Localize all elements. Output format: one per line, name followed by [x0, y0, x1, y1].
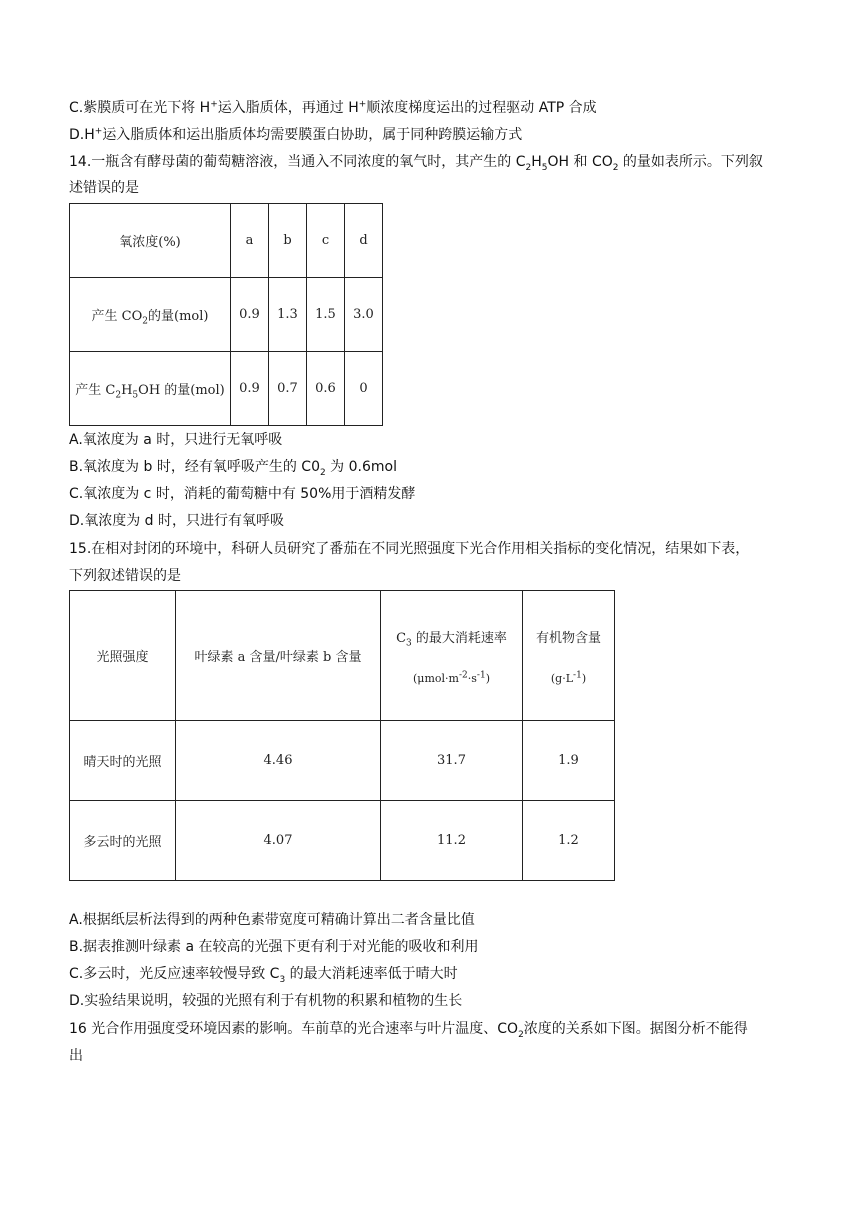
q14-stem-line2: 述错误的是: [69, 180, 139, 196]
q15-option-c: C.多云时，光反应速率较慢导致 $C_3$ 的最大消耗速率低于晴大时: [69, 966, 458, 985]
q15-option-d: D.实验结果说明，较强的光照有利于有机物的积累和植物的生长: [69, 993, 463, 1009]
table-cell: 1.5: [307, 278, 345, 352]
table-row: [70, 278, 383, 352]
oxygen-table: [69, 203, 383, 426]
table-cell: 1.2: [523, 801, 615, 881]
table-row: [70, 801, 615, 881]
table-cell: 4.46: [176, 721, 381, 801]
header-chlorophyll-ratio: 叶绿素 a 含量/叶绿素 b 含量: [176, 591, 381, 721]
table-header-c: c: [307, 204, 345, 278]
table-cell: 0: [345, 352, 383, 426]
table-cell: 4.07: [176, 801, 381, 881]
table-header-a: a: [231, 204, 269, 278]
q13-option-c: C.紫膜质可在光下将 H+运入脂质体，再通过 H+顺浓度梯度运出的过程驱动 ATP 合成: [69, 99, 597, 116]
table-cell: 3.0: [345, 278, 383, 352]
q15-option-b: B.据表推测叶绿素 a 在较高的光强下更有利于对光能的吸收和利用: [69, 939, 479, 955]
q13-option-d: D.H+运入脂质体和运出脂质体均需要膜蛋白协助，属于同种跨膜运输方式: [69, 126, 523, 143]
header-organic: 有机物含量 $(g\cdot L^{-1})$: [523, 591, 615, 721]
q14-option-b: B.氧浓度为 b 时，经有氧呼吸产生的 $C0_2$ 为 0.6mol: [69, 459, 397, 478]
light-table: [69, 590, 615, 881]
q14-option-d: D.氧浓度为 d 时，只进行有氧呼吸: [69, 513, 285, 529]
q15-option-a: A.根据纸层析法得到的两种色素带宽度可精确计算出二者含量比值: [69, 912, 475, 928]
table-cell: 1.3: [269, 278, 307, 352]
q15-stem-line2: 下列叙述错误的是: [69, 568, 181, 584]
table-cell: 多云时的光照: [70, 801, 176, 881]
table-cell: 31.7: [381, 721, 523, 801]
table-cell: 0.9: [231, 278, 269, 352]
q15-stem: 15.在相对封闭的环境中，科研人员研究了番茄在不同光照强度下光合作用相关指标的变化情况，结果如下表，: [69, 541, 750, 557]
table-cell: 0.6: [307, 352, 345, 426]
q14-stem: 14.一瓶含有酵母菌的葡萄糖溶液，当通入不同浓度的氧气时，其产生的 $C_2H_5OH$ 和 $CO_2$ 的量如表所示。下列叙: [69, 154, 763, 173]
table-row: [70, 352, 383, 426]
row-label-co2: 产生 $CO_2$的量(mol): [70, 278, 231, 352]
table-header-d: d: [345, 204, 383, 278]
table-cell: 1.9: [523, 721, 615, 801]
q16-stem: 16 光合作用强度受环境因素的影响。车前草的光合速率与叶片温度、$CO_2$浓度的关系如下图。据图分析不能得: [69, 1021, 748, 1040]
q16-stem-line2: 出: [69, 1048, 83, 1064]
table-row: [70, 721, 615, 801]
table-cell: 0.9: [231, 352, 269, 426]
table-cell: 0.7: [269, 352, 307, 426]
table-cell: 晴天时的光照: [70, 721, 176, 801]
q14-option-c: C.氧浓度为 c 时，消耗的葡萄糖中有 50%用于酒精发酵: [69, 486, 416, 502]
header-c3-rate: $C_3$ 的最大消耗速率 $(\mu mol\cdot m^{-2}\cdot s^{-1})$: [381, 591, 523, 721]
q14-option-a: A.氧浓度为 a 时，只进行无氧呼吸: [69, 432, 283, 448]
header-light: 光照强度: [70, 591, 176, 721]
table-header-b: b: [269, 204, 307, 278]
table-cell: 11.2: [381, 801, 523, 881]
row-label-ethanol: 产生 $C_2H_5OH$ 的量(mol): [70, 352, 231, 426]
table-header-oxygen: 氧浓度(%): [70, 204, 231, 278]
